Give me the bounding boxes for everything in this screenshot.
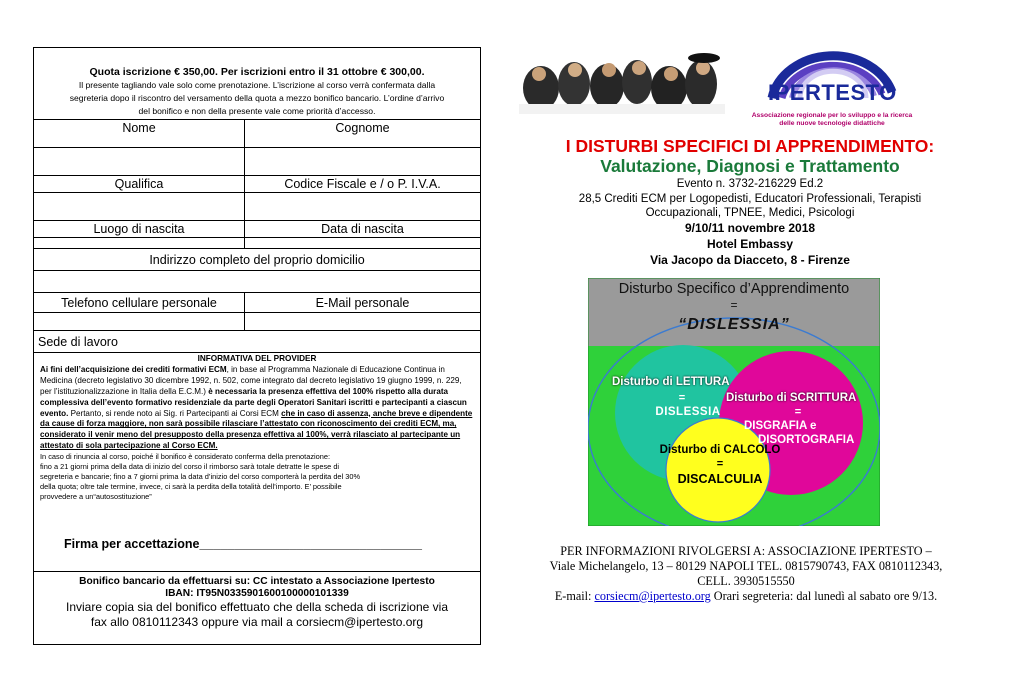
telefono-label: Telefono cellulare personale xyxy=(61,296,217,310)
send-copy-1: Inviare copia sia del bonifico effettuato che della scheda di iscrizione via xyxy=(65,600,448,614)
send-copy-2: fax allo 0810112343 oppure via mail a corsiecm@ipertesto.org xyxy=(90,615,424,629)
bank-box xyxy=(34,571,480,630)
diagram-title: Disturbo Specifico d’Apprendimento xyxy=(618,281,850,297)
calcolo-label: Disturbo di CALCOLO xyxy=(659,444,781,456)
ipertesto-logo xyxy=(742,36,922,134)
data-nascita-label: Data di nascita xyxy=(244,221,480,237)
calcolo-eq: = xyxy=(716,458,724,470)
logo-subtitle xyxy=(742,112,922,128)
disortografia-label: DISORTOGRAFIA xyxy=(758,434,855,446)
email-link[interactable]: corsiecm@ipertesto.org xyxy=(594,589,711,603)
qualifica-label: Qualifica xyxy=(114,177,164,191)
logo-sub-2: delle nuove tecnologie didattiche xyxy=(779,120,885,127)
provider-p-c: è necessaria la presenza effettiva del 100% rispetto alla durata complessiva dell’evento formativo residenziale da parte degli Operatori Sanitari iscritti e partecipanti a ciascun evento. xyxy=(40,386,467,418)
calcolo-circle xyxy=(666,418,770,522)
contact-header-row xyxy=(34,293,480,313)
signature-line[interactable]: Firma per accettazione________________________________ xyxy=(64,537,422,551)
logo-sub-1: Associazione regionale per lo sviluppo e la ricerca xyxy=(751,112,913,119)
event-info xyxy=(500,136,1000,268)
event-credits-2: Occupazionali, TPNEE, Medici, Psicologi xyxy=(645,207,855,219)
lettura-eq: = xyxy=(678,392,686,404)
iban: IBAN: IT95N0335901600100000101339 xyxy=(165,588,349,599)
name-header-row xyxy=(34,120,480,148)
fee-box xyxy=(34,48,480,120)
info-line-1: PER INFORMAZIONI RIVOLGERSI A: ASSOCIAZIONE IPERTESTO – xyxy=(560,544,932,558)
diagram-dislessia-main: “DISLESSIA” xyxy=(678,316,790,333)
cognome-label: Cognome xyxy=(244,120,480,147)
event-address: Via Jacopo da Diacceto, 8 - Firenze xyxy=(650,253,850,267)
event-code: Evento n. 3732-216229 Ed.2 xyxy=(676,178,824,190)
info-line-2: Viale Michelangelo, 13 – 80129 NAPOLI TEL. 0815790743, FAX 0810112343, xyxy=(549,559,943,573)
sede-label: Sede di lavoro xyxy=(38,335,118,349)
nome-label: Nome xyxy=(122,121,156,135)
name-input-row[interactable] xyxy=(34,148,480,176)
event-title: I DISTURBI SPECIFICI DI APPRENDIMENTO: xyxy=(565,136,935,156)
qualifica-field[interactable] xyxy=(34,193,244,220)
provider-title: INFORMATIVA DEL PROVIDER xyxy=(197,354,317,363)
registration-form xyxy=(33,47,481,645)
provider-p-b: , in base al Programma Nazionale di Educazione Continua in Medicina (decreto legislativo 30 dicembre 1992, n. 502, come integrato dal decreto legislativo 19 giugno 1999, n. 229, per l’istituzionalizzazione in Italia della E.C.M.) xyxy=(40,364,462,396)
header-photo xyxy=(519,48,725,114)
logo-name: IPERTESTO xyxy=(768,80,897,105)
scrittura-label: Disturbo di SCRITTURA xyxy=(726,392,857,404)
provider-p-a: Ai fini dell’acquisizione dei crediti formativi ECM xyxy=(40,364,227,374)
info-line-3: CELL. 3930515550 xyxy=(697,574,795,588)
luogo-nascita-label: Luogo di nascita xyxy=(93,222,185,236)
rinuncia-5: provvedere a un“autosostituzione” xyxy=(40,492,152,502)
hours-text: Orari segreteria: dal lunedì al sabato ore 9/13. xyxy=(710,589,938,603)
email-field[interactable] xyxy=(244,313,480,330)
provider-p-e: che in caso di assenza, anche breve e dipendente da cause di forza maggiore, non sarà possibile rilasciare l’attestato con riconoscimento dei crediti ECM, ma, considerato il venir meno del presupposto della presenza effettiva al 100%, verrà rilasciato al partecipante un attestato di sola partecipazione al Corso ECM. xyxy=(40,408,473,451)
birth-header-row xyxy=(34,221,480,238)
qualifica-header-row xyxy=(34,176,480,193)
rinuncia-3: segreteria e bancarie; fino a 7 giorni prima la data d’inizio del corso comporterà la perdita del 30% xyxy=(40,472,361,482)
indirizzo-header-row xyxy=(34,249,480,271)
rinuncia-block xyxy=(40,452,474,502)
provider-paragraph xyxy=(40,365,474,452)
nome-field[interactable] xyxy=(34,148,244,175)
discalculia-label: DISCALCULIA xyxy=(677,472,763,486)
scrittura-eq: = xyxy=(794,406,802,418)
codice-fiscale-field[interactable] xyxy=(244,193,480,220)
cognome-field[interactable] xyxy=(244,148,480,175)
indirizzo-label: Indirizzo completo del proprio domicilio xyxy=(149,253,365,267)
dislessia-label: DISLESSIA xyxy=(655,406,721,418)
fee-text-2: segreteria dopo il riscontro del versamento della quota a mezzo bonifico bancario. L’ordine d’arrivo xyxy=(69,93,445,103)
contact-info xyxy=(496,544,996,604)
luogo-nascita-field[interactable] xyxy=(34,238,244,248)
rinuncia-1: In caso di rinuncia al corso, poiché il bonifico è considerato conferma della prenotazione: xyxy=(40,452,331,462)
event-hotel: Hotel Embassy xyxy=(706,237,794,251)
provider-p-d: Pertanto, si rende noto ai Sig. ri Partecipanti ai Corsi ECM xyxy=(68,408,282,418)
email-label-text: E-mail: xyxy=(554,589,595,603)
dsa-diagram xyxy=(588,278,880,526)
contact-input-row[interactable] xyxy=(34,313,480,331)
event-subtitle: Valutazione, Diagnosi e Trattamento xyxy=(600,156,900,176)
fee-title: Quota iscrizione € 350,00. Per iscrizioni entro il 31 ottobre € 300,00. xyxy=(89,66,425,78)
birth-input-row[interactable] xyxy=(34,238,480,249)
indirizzo-input-row[interactable] xyxy=(34,271,480,293)
fee-text-1: Il presente tagliando vale solo come prenotazione. L’iscrizione al corso verrà confermata dalla xyxy=(78,80,436,90)
qualifica-input-row[interactable] xyxy=(34,193,480,221)
telefono-field[interactable] xyxy=(34,313,244,330)
rinuncia-2: fino a 21 giorni prima della data di inizio del corso il rimborso sarà totale detratte le spese di xyxy=(40,462,340,472)
lettura-label: Disturbo di LETTURA xyxy=(612,376,730,388)
fee-text-3: del bonifico e non della presente vale come priorità d’accesso. xyxy=(138,106,376,116)
event-credits-1: 28,5 Crediti ECM per Logopedisti, Educatori Professionali, Terapisti xyxy=(578,193,922,205)
provider-info xyxy=(34,354,480,502)
disgrafia-label: DISGRAFIA e xyxy=(744,420,817,432)
sede-row[interactable] xyxy=(34,331,480,353)
diagram-eq-1: = xyxy=(730,298,738,312)
event-dates: 9/10/11 novembre 2018 xyxy=(684,221,816,235)
data-nascita-field[interactable] xyxy=(244,238,480,248)
bank-line: Bonifico bancario da effettuarsi su: CC intestato a Associazione Ipertesto xyxy=(79,576,435,587)
email-label: E-Mail personale xyxy=(244,293,480,312)
codice-fiscale-label: Codice Fiscale e / o P. I.V.A. xyxy=(244,176,480,192)
info-line-4 xyxy=(496,589,996,604)
rinuncia-4: della quota; oltre tale termine, invece, ci sarà la perdita della totalità dell’importo. E’ possibile xyxy=(40,482,342,492)
